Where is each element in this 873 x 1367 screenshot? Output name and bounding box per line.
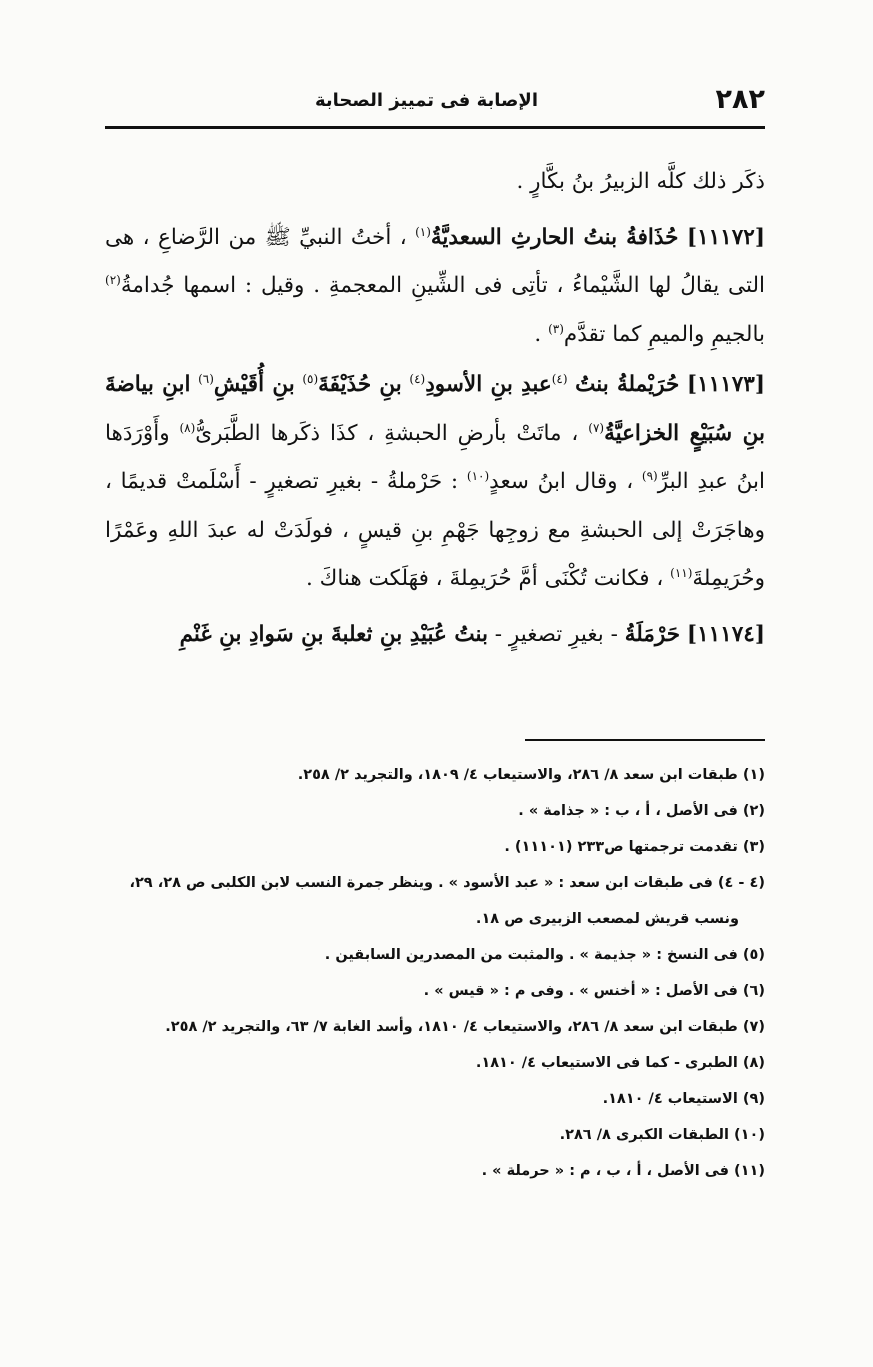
entry-11174 bbox=[105, 611, 765, 660]
footnote: (١) طبقات ابن سعد ٨/ ٢٨٦، والاستيعاب ٤/ ١٨٠٩، والتجريد ٢/ ٢٥٨. bbox=[297, 767, 765, 783]
page-number: ٢٨٢ bbox=[715, 84, 765, 115]
entry-number: [١١١٧٣] bbox=[686, 372, 765, 397]
footnote-ref[interactable]: (٤) bbox=[409, 371, 426, 386]
footnote: (٢) فى الأصل ، أ ، ب : « جذامة » . bbox=[518, 803, 765, 819]
entry-text: . bbox=[534, 321, 549, 347]
entry-name: ابنِ بياضةَ بنِ سُبَيْعٍ الخزاعيَّةُ bbox=[105, 372, 765, 446]
entry-number: [١١١٧٢] bbox=[686, 224, 766, 250]
footnote-ref[interactable]: (٦) bbox=[198, 371, 214, 386]
footnote-continuation: ونسب قريش لمصعب الزبيرى ص ١٨. bbox=[475, 911, 739, 927]
footnote: (١١) فى الأصل ، أ ، ب ، م : « حرملة » . bbox=[481, 1163, 765, 1179]
paragraph-intro: ذكَر ذلك كلَّه الزبيرُ بنُ بكَّارٍ . bbox=[516, 169, 765, 194]
footnote: (٩) الاستيعاب ٤/ ١٨١٠. bbox=[602, 1091, 765, 1107]
entry-11172 bbox=[105, 214, 765, 360]
entry-name: عبدِ بنِ الأسودِ bbox=[425, 372, 552, 397]
footnote: (٤ - ٤) فى طبقات ابن سعد : « عبد الأسود » . وينظر جمرة النسب لابن الكلبى ص ٢٨، ٢٩، bbox=[129, 875, 765, 891]
footnote: (٥) فى النسخ : « جذيمة » . والمثبت من المصدرين السابقين . bbox=[324, 947, 765, 963]
footnote: (٣) تقدمت ترجمتها ص٢٣٣ (١١١٠١) . bbox=[504, 839, 765, 855]
entry-text: ، أختُ النبيِّ ﷺ من الرَّضاعِ ، هى التى يقالُ لها الشَّيْماءُ ، تأتِى فى الشِّينِ المعجمةِ . وقيل : اسمها جُدامةُ bbox=[105, 224, 765, 298]
entry-text: بالجيمِ والميمِ كما تقدَّم bbox=[563, 321, 765, 347]
entry-text: ، ماتَتْ بأرضِ الحبشةِ ، كذَا ذكَرها الطَّبَرىُّ bbox=[195, 420, 589, 446]
footnote-ref[interactable]: (١٠) bbox=[466, 468, 490, 483]
footnote-ref[interactable]: (٨) bbox=[179, 420, 196, 435]
footnote-ref[interactable]: (٧) bbox=[588, 420, 605, 435]
footnote-ref[interactable]: (١١) bbox=[670, 565, 693, 580]
entry-text: : حَرْملةُ - بغيرِ تصغيرٍ - أَسْلَمتْ قديمًا ، وهاجَرَتْ إلى الحبشةِ مع زوجِها جَهْمِ بنِ قيسٍ ، فولَدَتْ له عبدَ اللهِ وعَمْرًا وحُرَيمِلةَ bbox=[105, 469, 765, 591]
entry-name: بنِ أُقَيْشِ bbox=[213, 372, 295, 397]
footnote-ref[interactable]: (٥) bbox=[302, 371, 319, 386]
footnote-ref[interactable]: (٩) bbox=[641, 468, 658, 483]
footnote-ref[interactable]: (٤) bbox=[551, 371, 568, 386]
running-title: الإصابة فى تمييز الصحابة bbox=[315, 90, 538, 111]
page-header bbox=[105, 84, 765, 129]
entry-name: حَرْمَلَةُ bbox=[624, 621, 681, 647]
footnotes bbox=[105, 757, 765, 1189]
entry-name: حُذَافةُ بنتُ الحارثِ السعديَّةُ bbox=[430, 224, 679, 250]
footnote: (٧) طبقات ابن سعد ٨/ ٢٨٦، والاستيعاب ٤/ ١٨١٠، وأسد الغابة ٧/ ٦٣، والتجريد ٢/ ٢٥٨. bbox=[165, 1019, 765, 1035]
entry-text: - بغيرِ تصغيرٍ - bbox=[487, 621, 625, 647]
entry-name: بنِ حُذَيْفَةَ bbox=[318, 372, 402, 397]
main-text bbox=[105, 158, 765, 659]
entry-name: بنتُ عُبَيْدِ بنِ ثعلبةَ بنِ سَوادِ بنِ غَنْمِ bbox=[179, 621, 488, 647]
entry-text: ، وقال ابنُ سعدٍ bbox=[489, 469, 642, 494]
entry-text: ، فكانت تُكْنَى أمَّ حُرَيمِلةَ ، فهَلَكت هناكَ . bbox=[305, 566, 671, 591]
footnote-separator bbox=[525, 739, 765, 741]
footnote-ref[interactable]: (٣) bbox=[548, 321, 564, 336]
entry-number: [١١١٧٤] bbox=[686, 621, 765, 647]
entry-name: حُرَيْملةُ بنتُ bbox=[575, 372, 680, 397]
footnote: (٦) فى الأصل : « أخنس » . وفى م : « قيس » . bbox=[423, 983, 765, 999]
footnote-ref[interactable]: (٢) bbox=[105, 272, 121, 287]
entry-11173 bbox=[105, 361, 765, 604]
footnote: (٨) الطبرى - كما فى الاستيعاب ٤/ ١٨١٠. bbox=[475, 1055, 765, 1071]
footnote: (١٠) الطبقات الكبرى ٨/ ٢٨٦. bbox=[559, 1127, 765, 1143]
footnote-ref[interactable]: (١) bbox=[415, 224, 431, 239]
entry-text: وأَوْرَدَها ابنُ عبدِ البرِّ bbox=[105, 420, 765, 494]
